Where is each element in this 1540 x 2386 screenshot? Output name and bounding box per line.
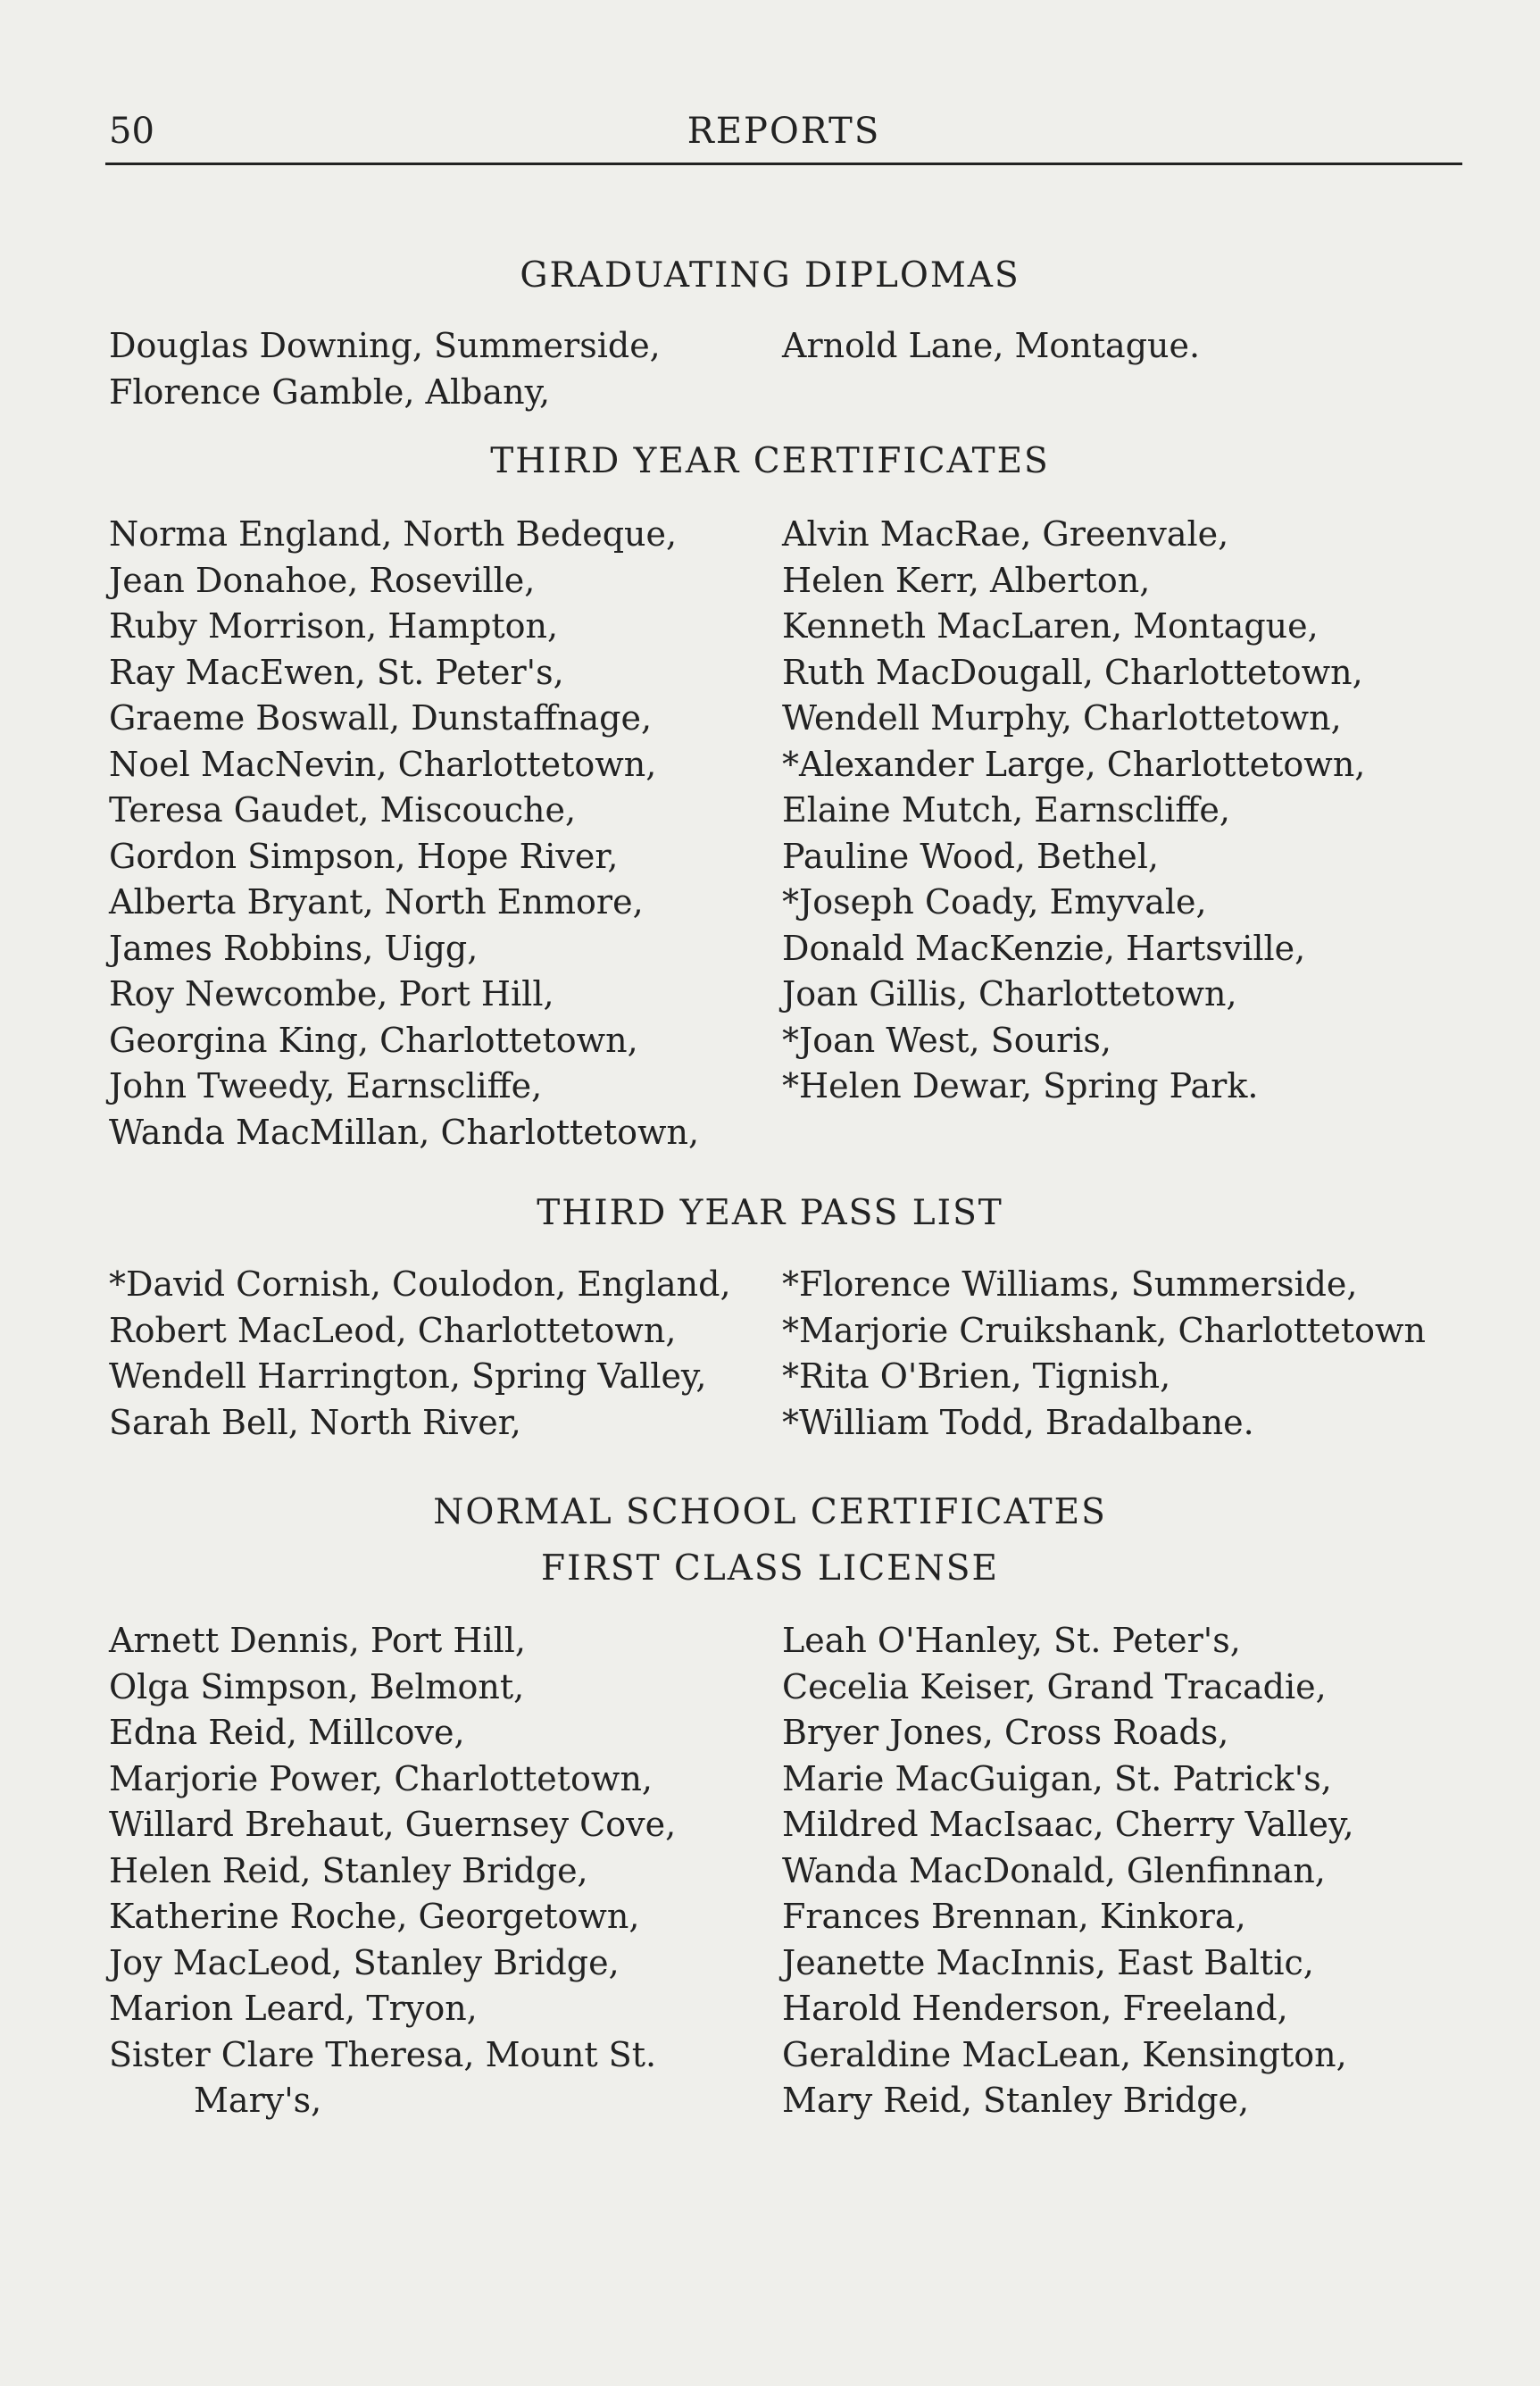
list-item: Roy Newcombe, Port Hill, — [109, 974, 554, 1014]
list-item: Wanda MacMillan, Charlottetown, — [109, 1112, 700, 1152]
list-item: Ray MacEwen, St. Peter's, — [109, 652, 564, 692]
list-item: Pauline Wood, Bethel, — [782, 836, 1159, 876]
list-item: Frances Brennan, Kinkora, — [782, 1897, 1246, 1936]
list-item: Alvin MacRae, Greenvale, — [782, 514, 1229, 554]
list-item: Ruth MacDougall, Charlottetown, — [782, 652, 1363, 692]
list-item: Marie MacGuigan, St. Patrick's, — [782, 1758, 1332, 1798]
list-item-continuation: Mary's, — [194, 2081, 322, 2120]
list-item: Marion Leard, Tryon, — [109, 1989, 478, 2028]
third-year-pass-right-column — [782, 1262, 1426, 1446]
list-item: Leah O'Hanley, St. Peter's, — [782, 1621, 1241, 1660]
graduating-diplomas-title: GRADUATING DIPLOMAS — [520, 255, 1020, 296]
page-header — [105, 107, 1462, 165]
list-item: Edna Reid, Millcove, — [109, 1713, 465, 1752]
third-year-pass-list-title: THIRD YEAR PASS LIST — [537, 1193, 1003, 1233]
graduating-left-column — [109, 323, 661, 415]
third-year-certificates-title: THIRD YEAR CERTIFICATES — [490, 441, 1050, 481]
list-item: Wanda MacDonald, Glenfinnan, — [782, 1850, 1326, 1890]
list-item: *Rita O'Brien, Tignish, — [782, 1356, 1171, 1396]
list-item: Georgina King, Charlottetown, — [109, 1020, 638, 1060]
list-item: Bryer Jones, Cross Roads, — [782, 1713, 1229, 1752]
list-item: *William Todd, Bradalbane. — [782, 1402, 1254, 1442]
list-item: Harold Henderson, Freeland, — [782, 1989, 1288, 2028]
list-item: Wendell Murphy, Charlottetown, — [782, 698, 1342, 738]
list-item: Kenneth MacLaren, Montague, — [782, 606, 1319, 646]
list-item: Alberta Bryant, North Enmore, — [109, 882, 644, 922]
list-item: Olga Simpson, Belmont, — [109, 1666, 525, 1706]
list-item: Arnett Dennis, Port Hill, — [109, 1621, 527, 1660]
list-item: Wendell Harrington, Spring Valley, — [109, 1356, 707, 1396]
page-number: 50 — [109, 111, 154, 152]
list-item: Cecelia Keiser, Grand Tracadie, — [782, 1666, 1327, 1706]
list-item: John Tweedy, Earnscliffe, — [109, 1066, 543, 1105]
list-item: Arnold Lane, Montague. — [782, 326, 1201, 365]
list-item: Mildred MacIsaac, Cherry Valley, — [782, 1805, 1354, 1844]
list-item: Gordon Simpson, Hope River, — [109, 836, 619, 876]
list-item: Florence Gamble, Albany, — [109, 371, 551, 412]
list-item: *David Cornish, Coulodon, England, — [109, 1264, 731, 1304]
list-item: Marjorie Power, Charlottetown, — [109, 1758, 653, 1798]
list-item: Willard Brehaut, Guernsey Cove, — [109, 1805, 677, 1844]
normal-school-left-column — [109, 1618, 676, 2124]
list-item: Joan Gillis, Charlottetown, — [782, 974, 1237, 1014]
list-item: Robert MacLeod, Charlottetown, — [109, 1310, 677, 1350]
list-item: Geraldine MacLean, Kensington, — [782, 2034, 1347, 2074]
third-year-pass-left-column — [109, 1262, 731, 1446]
list-item: *Marjorie Cruikshank, Charlottetown — [782, 1310, 1427, 1350]
list-item: *Joan West, Souris, — [782, 1020, 1111, 1060]
list-item: *Alexander Large, Charlottetown, — [782, 744, 1366, 784]
list-item: Douglas Downing, Summerside, — [109, 326, 661, 365]
list-item: *Florence Williams, Summerside, — [782, 1264, 1358, 1304]
graduating-right-column — [782, 323, 1200, 370]
list-item: Mary Reid, Stanley Bridge, — [782, 2081, 1250, 2120]
normal-school-certificates-title: NORMAL SCHOOL CERTIFICATES — [433, 1492, 1107, 1532]
normal-school-right-column — [782, 1618, 1354, 2124]
list-item: Elaine Mutch, Earnscliffe, — [782, 790, 1230, 830]
list-item: *Joseph Coady, Emyvale, — [782, 882, 1207, 922]
list-item: James Robbins, Uigg, — [109, 928, 479, 968]
list-item: Jeanette MacInnis, East Baltic, — [782, 1942, 1314, 1982]
list-item: Donald MacKenzie, Hartsville, — [782, 928, 1306, 968]
list-item: Sister Clare Theresa, Mount St. — [109, 2034, 657, 2074]
first-class-license-subtitle: FIRST CLASS LICENSE — [541, 1548, 999, 1589]
list-item: Katherine Roche, Georgetown, — [109, 1897, 640, 1936]
third-year-certificates-right-column — [782, 512, 1365, 1110]
list-item: Noel MacNevin, Charlottetown, — [109, 744, 657, 784]
list-item: Joy MacLeod, Stanley Bridge, — [109, 1942, 620, 1982]
running-title: REPORTS — [687, 111, 881, 152]
list-item: Ruby Morrison, Hampton, — [109, 606, 559, 646]
list-item: Graeme Boswall, Dunstaffnage, — [109, 698, 653, 738]
list-item: Teresa Gaudet, Miscouche, — [109, 790, 577, 830]
list-item: *Helen Dewar, Spring Park. — [782, 1066, 1259, 1105]
list-item: Jean Donahoe, Roseville, — [109, 560, 536, 600]
list-item: Helen Kerr, Alberton, — [782, 560, 1151, 600]
list-item: Norma England, North Bedeque, — [109, 514, 678, 554]
list-item: Sarah Bell, North River, — [109, 1402, 521, 1442]
list-item: Helen Reid, Stanley Bridge, — [109, 1850, 588, 1890]
third-year-certificates-left-column — [109, 512, 699, 1155]
